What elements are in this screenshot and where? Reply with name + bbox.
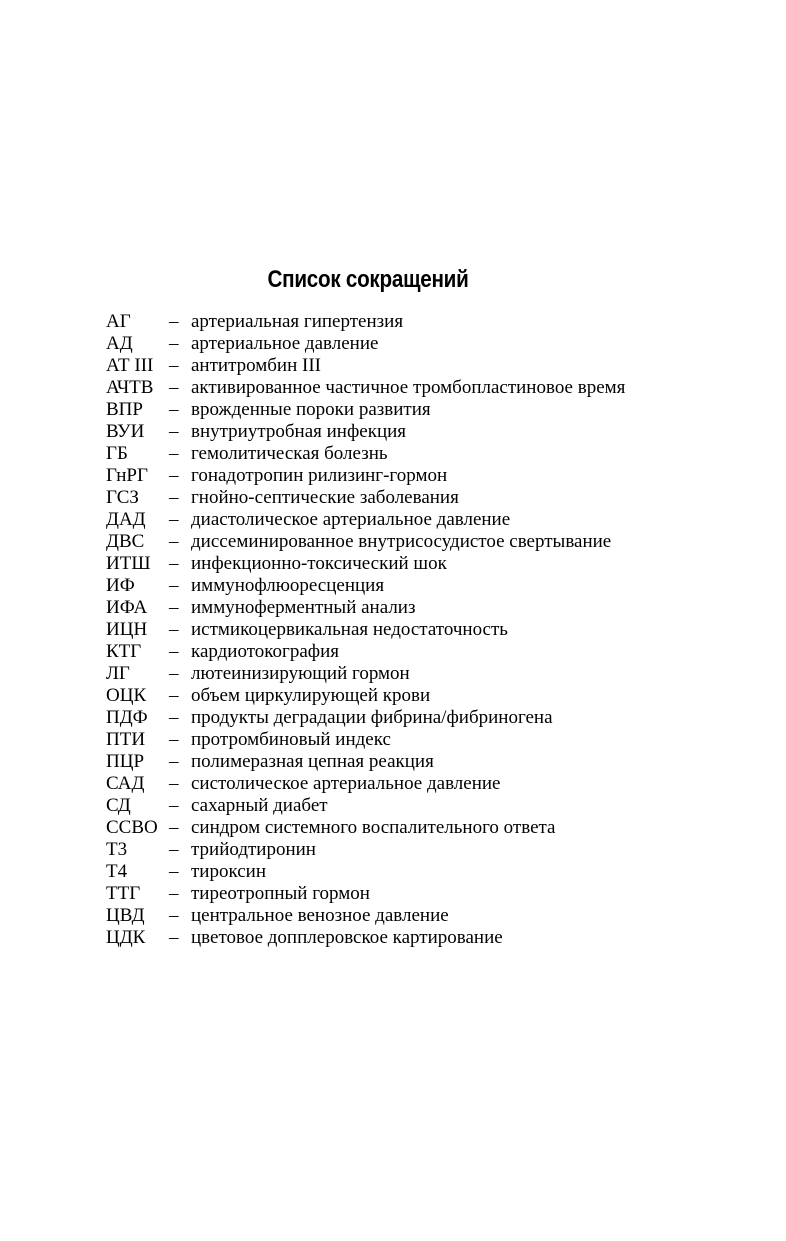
list-item bbox=[106, 685, 766, 707]
list-item bbox=[106, 443, 766, 465]
definition: иммунофлюоресценция bbox=[191, 575, 385, 596]
abbreviation: ПЦР bbox=[106, 751, 145, 772]
definition: тиреотропный гормон bbox=[191, 883, 370, 904]
list-item bbox=[106, 927, 766, 949]
list-item bbox=[106, 575, 766, 597]
definition: истмикоцервикальная недостаточность bbox=[191, 619, 508, 640]
definition: внутриутробная инфекция bbox=[191, 421, 407, 442]
abbreviation: Т3 bbox=[106, 839, 128, 860]
list-item bbox=[106, 619, 766, 641]
definition: артериальное давление bbox=[191, 333, 379, 354]
dash-separator: – bbox=[169, 575, 179, 596]
abbreviation: ВПР bbox=[106, 399, 143, 420]
abbreviation: ГСЗ bbox=[106, 487, 139, 508]
list-item bbox=[106, 399, 766, 421]
abbreviation: ПТИ bbox=[106, 729, 146, 750]
definition: систолическое артериальное давление bbox=[191, 773, 501, 794]
definition: центральное венозное давление bbox=[191, 905, 449, 926]
abbreviation: ИТШ bbox=[106, 553, 151, 574]
dash-separator: – bbox=[169, 839, 179, 860]
list-item bbox=[106, 597, 766, 619]
definition: синдром системного воспалительного ответа bbox=[191, 817, 556, 838]
abbreviation: ИЦН bbox=[106, 619, 148, 640]
dash-separator: – bbox=[169, 883, 179, 904]
abbreviation: ГБ bbox=[106, 443, 128, 464]
definition: протромбиновый индекс bbox=[191, 729, 391, 750]
definition: продукты деградации фибрина/фибриногена bbox=[191, 707, 553, 728]
definition: антитромбин III bbox=[191, 355, 322, 376]
dash-separator: – bbox=[169, 311, 179, 332]
definition: гемолитическая болезнь bbox=[191, 443, 388, 464]
list-item bbox=[106, 531, 766, 553]
definition: врожденные пороки развития bbox=[191, 399, 431, 420]
abbreviation: АТ III bbox=[106, 355, 154, 376]
abbreviation: ГнРГ bbox=[106, 465, 148, 486]
list-item bbox=[106, 311, 766, 333]
list-item bbox=[106, 773, 766, 795]
abbreviation: КТГ bbox=[106, 641, 142, 662]
abbreviation: ЦВД bbox=[106, 905, 145, 926]
definition: гнойно-септические заболевания bbox=[191, 487, 459, 508]
definition: сахарный диабет bbox=[191, 795, 328, 816]
list-item bbox=[106, 641, 766, 663]
definition: цветовое допплеровское картирование bbox=[191, 927, 503, 948]
dash-separator: – bbox=[169, 597, 179, 618]
list-item bbox=[106, 729, 766, 751]
list-item bbox=[106, 817, 766, 839]
definition: полимеразная цепная реакция bbox=[191, 751, 434, 772]
definition: активированное частичное тромбопластиновое время bbox=[191, 377, 626, 398]
dash-separator: – bbox=[169, 751, 179, 772]
dash-separator: – bbox=[169, 531, 179, 552]
dash-separator: – bbox=[169, 333, 179, 354]
abbreviation-list bbox=[106, 311, 766, 949]
abbreviation: ПДФ bbox=[106, 707, 148, 728]
abbreviation: ИФА bbox=[106, 597, 148, 618]
abbreviation: ЦДК bbox=[106, 927, 146, 948]
definition: объем циркулирующей крови bbox=[191, 685, 431, 706]
list-item bbox=[106, 487, 766, 509]
dash-separator: – bbox=[169, 641, 179, 662]
abbreviation: ИФ bbox=[106, 575, 135, 596]
abbreviation: ВУИ bbox=[106, 421, 145, 442]
dash-separator: – bbox=[169, 619, 179, 640]
definition: иммуноферментный анализ bbox=[191, 597, 416, 618]
list-item bbox=[106, 839, 766, 861]
abbreviation: САД bbox=[106, 773, 145, 794]
list-item bbox=[106, 905, 766, 927]
abbreviation: АД bbox=[106, 333, 133, 354]
dash-separator: – bbox=[169, 773, 179, 794]
abbreviation: ССВО bbox=[106, 817, 158, 838]
list-item bbox=[106, 421, 766, 443]
dash-separator: – bbox=[169, 399, 179, 420]
abbreviation: ДВС bbox=[106, 531, 145, 552]
dash-separator: – bbox=[169, 553, 179, 574]
list-item bbox=[106, 553, 766, 575]
abbreviation: Т4 bbox=[106, 861, 128, 882]
definition: кардиотокография bbox=[191, 641, 339, 662]
dash-separator: – bbox=[169, 905, 179, 926]
abbreviation: ДАД bbox=[106, 509, 146, 530]
definition: диссеминированное внутрисосудистое свертывание bbox=[191, 531, 612, 552]
list-item bbox=[106, 377, 766, 399]
dash-separator: – bbox=[169, 663, 179, 684]
definition: тироксин bbox=[191, 861, 266, 882]
abbreviation: ТТГ bbox=[106, 883, 141, 904]
dash-separator: – bbox=[169, 421, 179, 442]
definition: лютеинизирующий гормон bbox=[191, 663, 410, 684]
abbreviation: ОЦК bbox=[106, 685, 147, 706]
dash-separator: – bbox=[169, 487, 179, 508]
list-item bbox=[106, 795, 766, 817]
dash-separator: – bbox=[169, 795, 179, 816]
abbreviation: СД bbox=[106, 795, 131, 816]
list-item bbox=[106, 509, 766, 531]
abbreviation: АЧТВ bbox=[106, 377, 154, 398]
dash-separator: – bbox=[169, 861, 179, 882]
dash-separator: – bbox=[169, 355, 179, 376]
list-item bbox=[106, 751, 766, 773]
list-item bbox=[106, 663, 766, 685]
list-item bbox=[106, 333, 766, 355]
list-item bbox=[106, 465, 766, 487]
definition: диастолическое артериальное давление bbox=[191, 509, 511, 530]
definition: трийодтиронин bbox=[191, 839, 316, 860]
abbreviation: ЛГ bbox=[106, 663, 130, 684]
list-item bbox=[106, 707, 766, 729]
abbreviation: АГ bbox=[106, 311, 131, 332]
list-item bbox=[106, 861, 766, 883]
definition: артериальная гипертензия bbox=[191, 311, 404, 332]
page-title: Список сокращений bbox=[267, 266, 469, 293]
dash-separator: – bbox=[169, 729, 179, 750]
list-item bbox=[106, 883, 766, 905]
dash-separator: – bbox=[169, 465, 179, 486]
definition: гонадотропин рилизинг-гормон bbox=[191, 465, 448, 486]
dash-separator: – bbox=[169, 927, 179, 948]
dash-separator: – bbox=[169, 685, 179, 706]
dash-separator: – bbox=[169, 707, 179, 728]
dash-separator: – bbox=[169, 817, 179, 838]
dash-separator: – bbox=[169, 377, 179, 398]
dash-separator: – bbox=[169, 509, 179, 530]
list-item bbox=[106, 355, 766, 377]
definition: инфекционно-токсический шок bbox=[191, 553, 447, 574]
dash-separator: – bbox=[169, 443, 179, 464]
